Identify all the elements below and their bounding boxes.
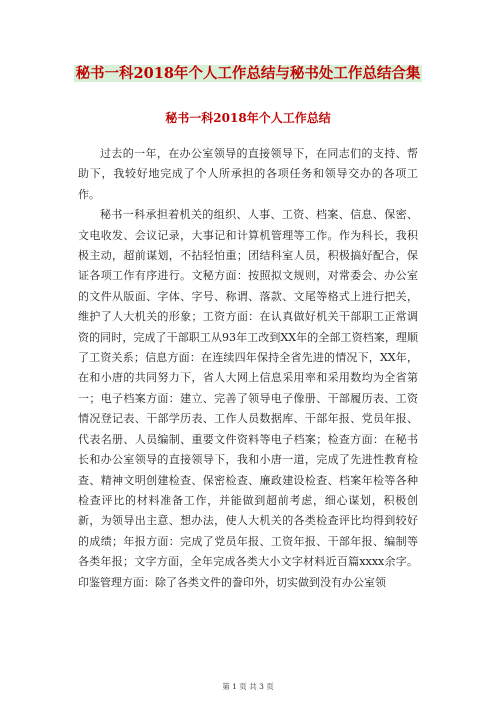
section-title: 秘书一科2018年个人工作总结	[165, 111, 331, 125]
page-number-footer: 第 1 页 共 3 页	[222, 682, 274, 691]
main-title-text: 秘书一科2018年个人工作总结与秘书处工作总结合集	[75, 65, 421, 82]
document-main-title	[0, 64, 496, 84]
body-paragraph: 秘书一科承担着机关的组织、人事、工资、档案、信息、保密、文电收发、会议记录，大事记和计算机管理等工作。作为科长，我积极主动，超前谋划，不拈轻怕重；团结科室人员，积极搞好配合，保证各项工作有序进行。文秘方面：按照拟文规则，对常委会、办公室的文件从版面、字体、字号、称谓、落款、文尾等格式上进行把关，维护了人大机关的形象；工资方面：在认真做好机关干部职工正常调资的同时，完成了干部职工从93年工改到XX年的全部工资档案，理顺了工资关系；信息方面：在连续四年保持全省先进的情况下，XX年，在和小唐的共同努力下，省人大网上信息采用率和采用数均为全省第一；电子档案方面：建立、完善了领导电子像册、干部履历表、工资情况登记表、干部学历表、工作人员数据库、干部年报、党员年报、代表名册、人员编制、重要文件资料等电子档案；检查方面：在秘书长和办公室领导的直接领导下，我和小唐一道，完成了先进性教育检查、精神文明创建检查、保密检查、廉政建设检查、档案年检等各种检查评比的材料准备工作，并能做到超前考虑，细心谋划，积极创新，为领导出主意、想办法，使人大机关的各类检查评比均得到较好的成绩；年报方面：完成了党员年报、工资年报、干部年报、编制等各类年报；文字方面，全年完成各类大小文字材料近百篇xxxx余字。印鉴管理方面：除了各类文件的誊印外，切实做到没有办公室领	[78, 208, 418, 589]
document-body	[78, 144, 418, 593]
body-paragraph: 过去的一年，在办公室领导的直接领导下，在同志们的支持、帮助下，我较好地完成了个人所承担的各项任务和领导交办的各项工作。	[78, 147, 418, 201]
